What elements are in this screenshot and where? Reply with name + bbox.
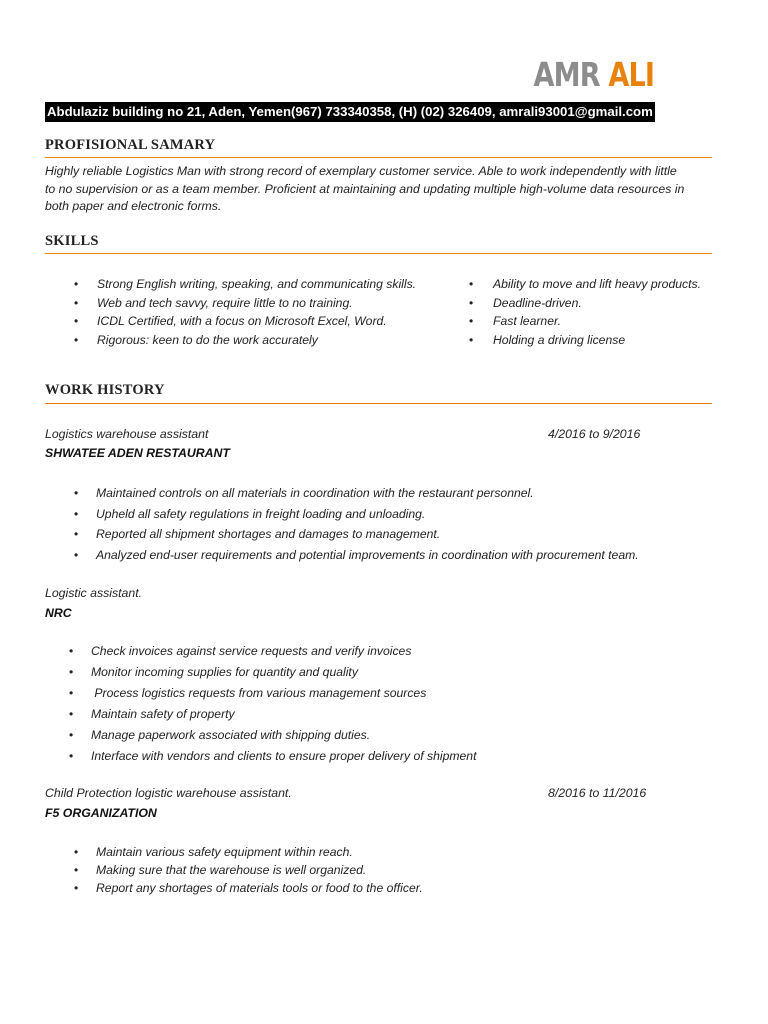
- list-item: • Report any shortages of materials tools or food to the officer.: [74, 881, 423, 895]
- summary-line: to no supervision or as a team member. Proficient at maintaining and updating multiple high-volume data resources in: [45, 181, 685, 196]
- company-name: F5 ORGANIZATION: [45, 806, 157, 820]
- list-item: • Maintain various safety equipment within reach.: [74, 845, 353, 859]
- list-item: • Interface with vendors and clients to ensure proper delivery of shipment: [69, 749, 477, 763]
- list-item: • ICDL Certified, with a focus on Microsoft Excel, Word.: [74, 314, 387, 328]
- list-item: • Upheld all safety regulations in freight loading and unloading.: [74, 506, 426, 521]
- job-date: 4/2016 to 9/2016: [548, 427, 641, 441]
- list-item: • Maintain safety of property: [69, 707, 235, 721]
- skills-divider: [45, 253, 712, 254]
- list-item: • Deadline-driven.: [469, 295, 582, 310]
- job-title: Logistics warehouse assistant: [45, 427, 209, 441]
- job-date: 8/2016 to 11/2016: [548, 786, 647, 800]
- list-item: • Reported all shipment shortages and damages to management.: [74, 527, 441, 542]
- list-item: • Making sure that the warehouse is well organized.: [74, 863, 367, 877]
- list-item: • Ability to move and lift heavy products.: [469, 277, 701, 291]
- summary-line: Highly reliable Logistics Man with strong record of exemplary customer service. Able to work independently with little: [45, 164, 677, 178]
- summary-heading: PROFISIONAL SAMARY: [45, 137, 216, 153]
- list-item: • Web and tech savvy, require little to no training.: [74, 295, 353, 310]
- list-item: • Rigorous: keen to do the work accurately: [74, 332, 318, 347]
- list-item: • Manage paperwork associated with shipping duties.: [69, 728, 371, 742]
- list-item: • Monitor incoming supplies for quantity and quality: [69, 665, 358, 679]
- skills-heading: SKILLS: [45, 233, 99, 249]
- last-name: ALI: [608, 55, 654, 94]
- contact-bar: Abdulaziz building no 21, Aden, Yemen(967) 733340358, (H) (02) 326409, amrali93001@gmail.com: [45, 102, 655, 122]
- summary-text: [45, 163, 717, 216]
- job-duties-list: [69, 644, 477, 770]
- work-history-heading: WORK HISTORY: [45, 382, 165, 398]
- list-item: • Analyzed end-user requirements and potential improvements in coordination with procurement team.: [74, 548, 639, 563]
- job-title: Logistic assistant.: [45, 586, 143, 600]
- list-item: • Strong English writing, speaking, and communicating skills.: [74, 277, 417, 291]
- summary-divider: [45, 157, 712, 158]
- summary-line: both paper and electronic forms.: [45, 199, 222, 213]
- company-name: SHWATEE ADEN RESTAURANT: [45, 446, 230, 460]
- first-name: AMR: [533, 55, 600, 94]
- skills-right-list: [469, 277, 701, 351]
- list-item: • Check invoices against service requests and verify invoices: [69, 644, 412, 658]
- company-name: NRC: [45, 606, 72, 620]
- list-item: • Process logistics requests from various management sources: [69, 686, 427, 700]
- job-duties-list: [74, 486, 639, 569]
- job-duties-list: [74, 845, 423, 899]
- skills-left-list: [74, 277, 417, 351]
- resume-name: [533, 55, 654, 94]
- job-title: Child Protection logistic warehouse assistant.: [45, 786, 292, 800]
- list-item: • Fast learner.: [469, 314, 561, 328]
- list-item: • Holding a driving license: [469, 332, 626, 347]
- list-item: • Maintained controls on all materials in coordination with the restaurant personnel.: [74, 486, 534, 500]
- work-history-divider: [45, 403, 712, 404]
